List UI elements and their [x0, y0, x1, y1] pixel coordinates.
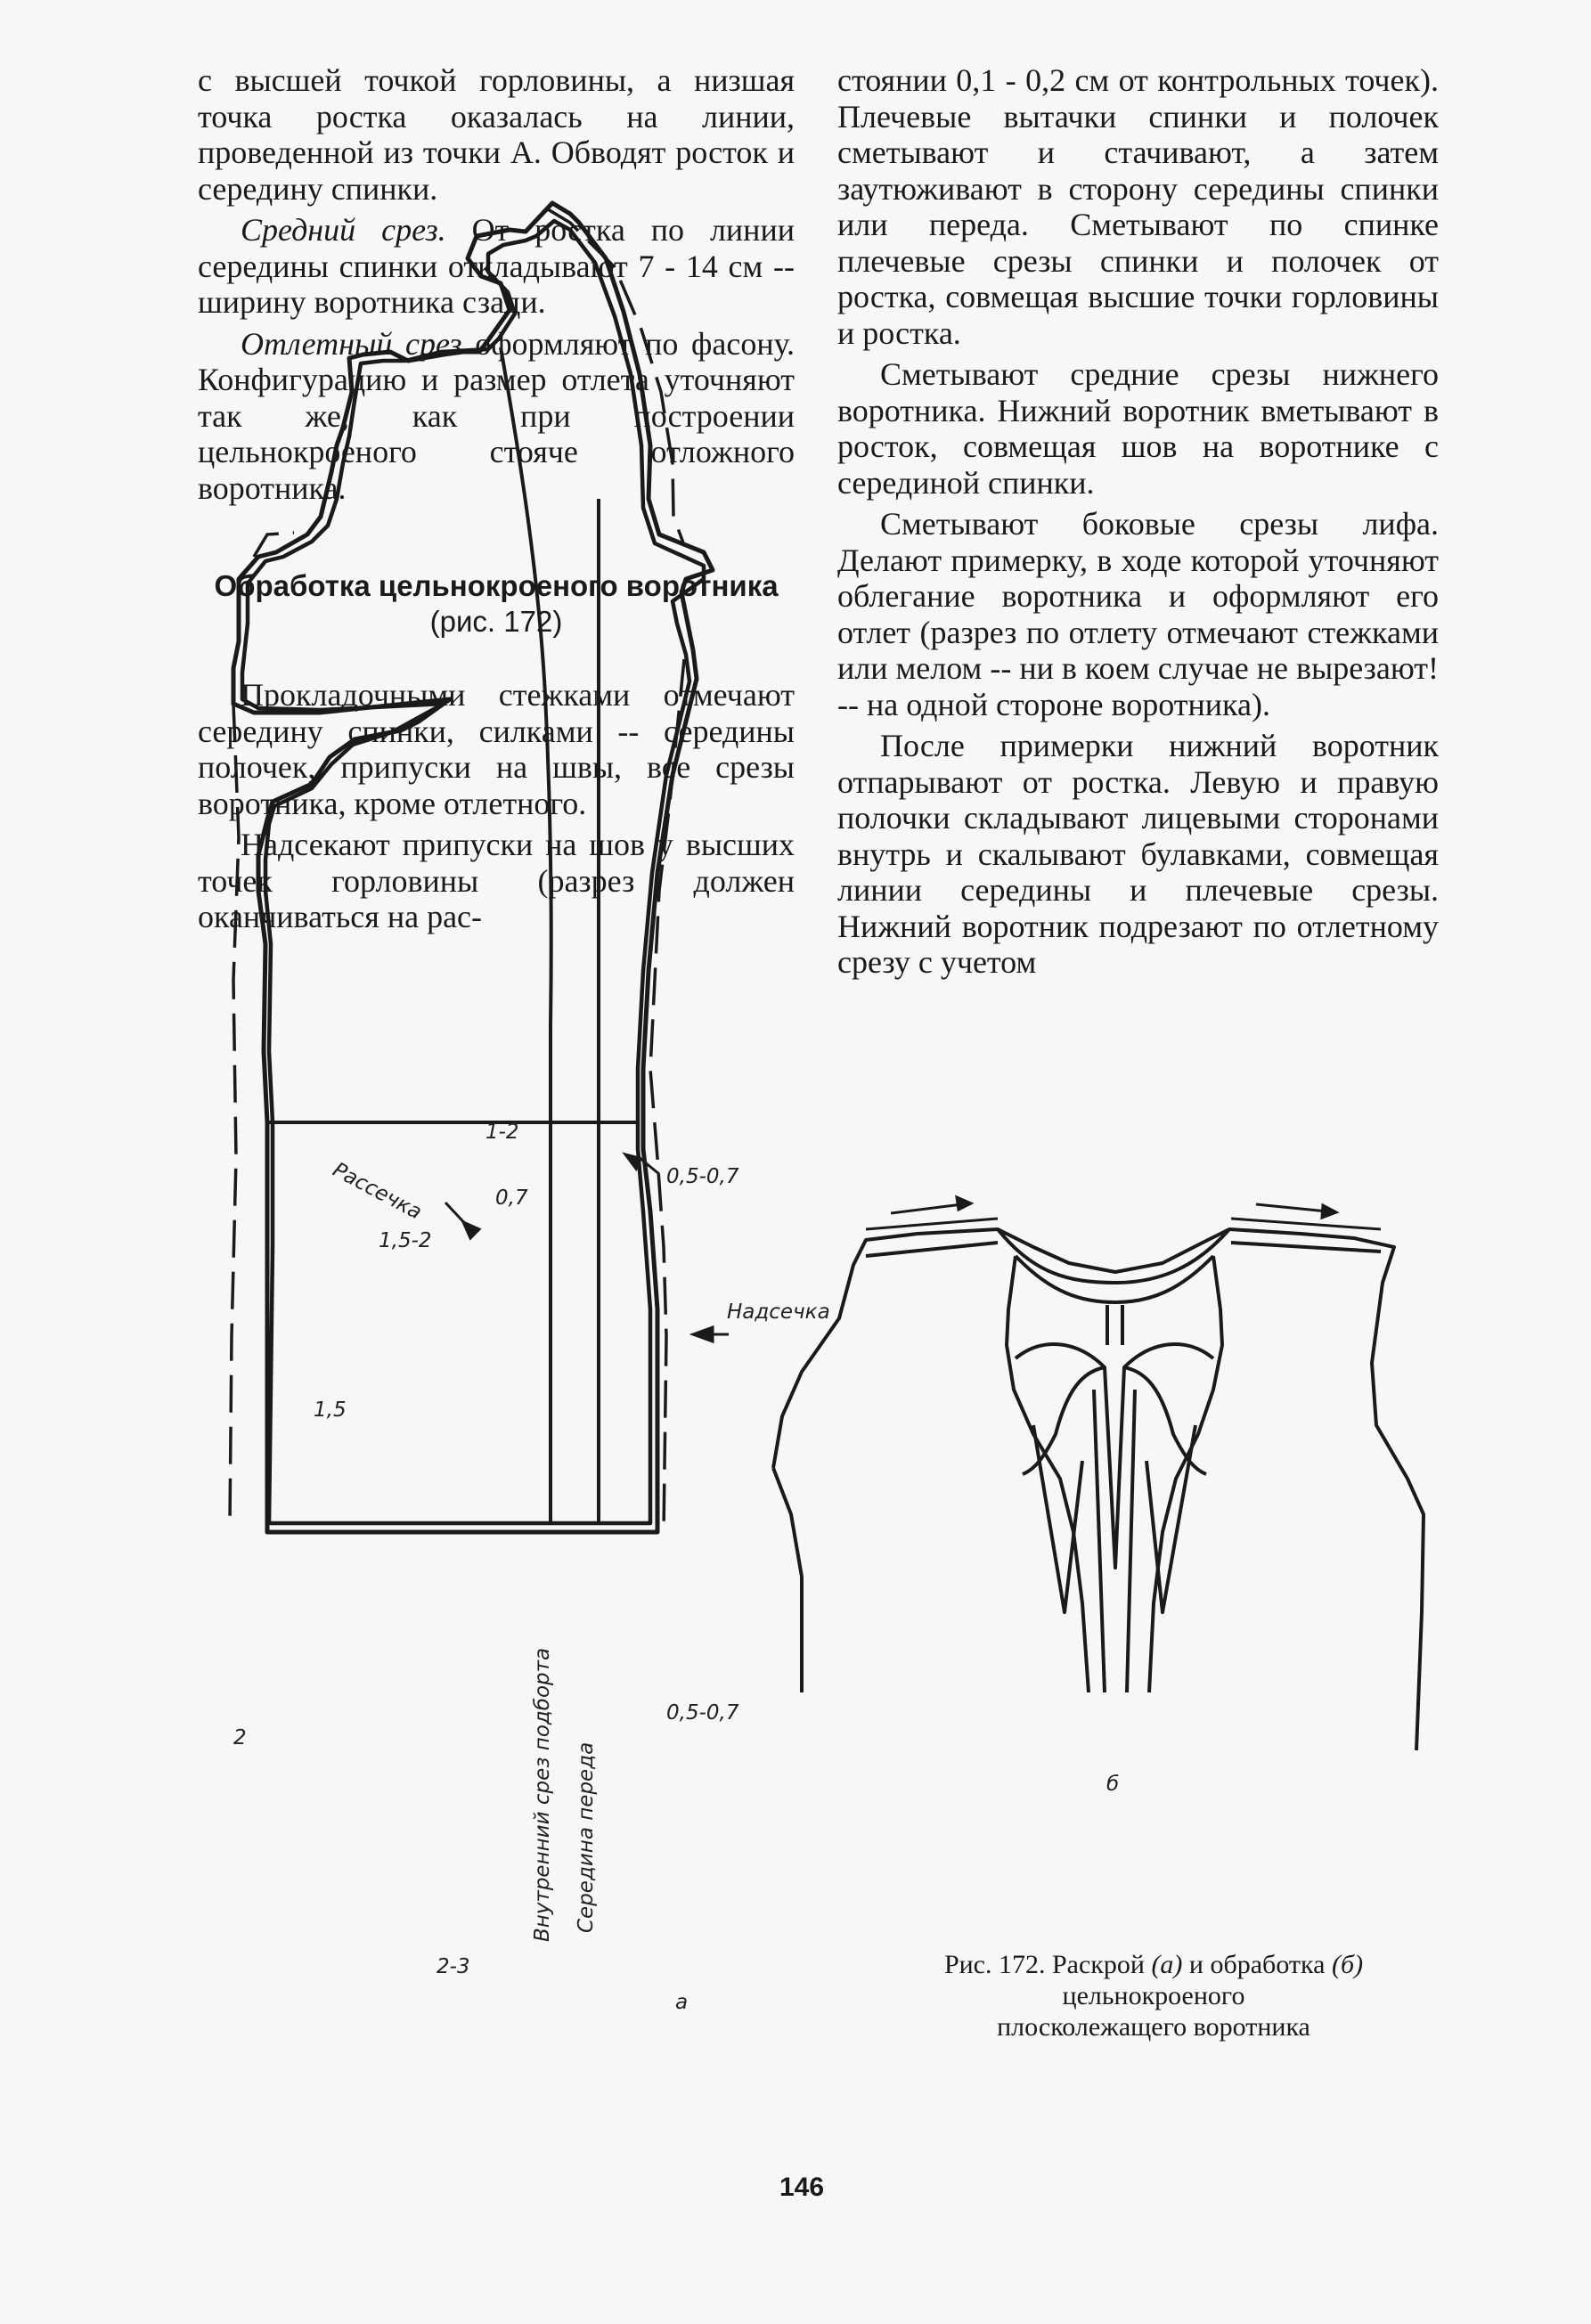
pattern-a	[233, 203, 713, 1532]
garment-b-lapel-right	[1124, 1344, 1213, 1474]
caption-text: Рис. 172. Раскрой	[943, 1950, 1152, 1979]
caption-line-1	[806, 1949, 1501, 1980]
paragraph: Сметывают боковые срезы лифа. Делают примерку, в ходе которой уточняют облегание воротника и оформляют его отлет (разрез по отлету отмечают стежками или мелом -- ни в коем случае не вырезают! -- на одной стороне воротника).	[837, 506, 1439, 722]
caption-text: и обработка	[1182, 1950, 1332, 1979]
garment-b-center-dart	[1105, 1367, 1124, 1568]
paragraph-text: От ростка по линии середины спинки откладывают 7 - 14 см -- ширину воротника сзади.	[198, 212, 795, 320]
section-heading-text: Обработка цельнокроеного воротника	[214, 569, 779, 602]
label-rassechka: Рассечка	[329, 1158, 426, 1225]
garment-b-left-shoulder-double	[866, 1219, 998, 1229]
label-nadsechka: Надсечка	[727, 1301, 830, 1324]
garment-b-lapel-left	[1016, 1344, 1105, 1474]
caption-ref-a: (а)	[1151, 1950, 1183, 1979]
paragraph: Сметывают средние срезы нижнего воротника. Нижний воротник вметывают в росток, совмещая шов на воротнике с серединой спинки.	[837, 356, 1439, 501]
pattern-a-dashed-contour	[230, 209, 684, 1532]
term-flyaway-cut: Отлетный срез	[241, 325, 462, 362]
figure-reference: (рис. 172)	[429, 605, 563, 638]
label-inner-cut: Внутренний срез подборта	[531, 1647, 554, 1942]
pattern-a-shape	[207, 200, 726, 1550]
paragraph: Прокладочными стежками отмечают середину спинки, силками -- середины полочек, припуски на швы, все срезы воротника, кроме отлетного.	[198, 677, 795, 821]
pattern-a-cut-line	[233, 203, 713, 1532]
label-fig-a: а	[675, 1991, 689, 2014]
label-0-5-0-7-side: 0,5-0,7	[666, 1701, 739, 1725]
caption-ref-b: (б)	[1331, 1950, 1364, 1979]
dashed-left-edge	[230, 704, 239, 1523]
rassechka-arrow-line	[445, 1203, 470, 1229]
figure-caption	[806, 1949, 1501, 2043]
garment-b-shoulder-seam-right	[1231, 1243, 1381, 1252]
pattern-a-solid-outline	[242, 221, 704, 1523]
nadsechka-arrowhead	[693, 1327, 713, 1341]
term-middle-cut: Средний срез.	[241, 212, 446, 248]
pattern-b-arrows	[891, 1197, 1336, 1218]
label-2-3: 2-3	[437, 1955, 470, 1978]
pattern-a-labels	[233, 1121, 830, 2014]
paragraph: стоянии 0,1 - 0,2 см от контрольных точек). Плечевые вытачки спинки и полочек сметывают и стачивают, а затем заутюживают в сторону середины спинки или переда. Сметывают по спинке плечевые срезы спинки и полочек от ростка, совмещая высшие точки горловины и ростка.	[837, 62, 1439, 351]
label-0-5-0-7-top: 0,5-0,7	[666, 1165, 739, 1188]
garment-b-collar-inner	[1016, 1256, 1213, 1302]
garment-b-left-dart	[1033, 1425, 1082, 1612]
inner-facing-cut-line	[501, 347, 551, 1523]
garment-b-shoulder-seam-left	[866, 1243, 998, 1256]
dashed-right-edge	[548, 209, 684, 545]
right-shoulder-arrowhead	[1322, 1205, 1336, 1218]
left-shoulder-arrowhead	[957, 1197, 971, 1210]
paragraph: Надсекают припуски на шов у высших точек горловины (разрез должен оканчиваться на рас-	[198, 827, 795, 934]
garment-b-inner-right	[1127, 1390, 1135, 1692]
top-arrowhead	[625, 1154, 640, 1169]
label-1-2: 1-2	[485, 1121, 519, 1144]
label-0-7: 0,7	[495, 1186, 528, 1210]
garment-b-left-side	[773, 1468, 802, 1692]
label-center-front: Середина переда	[575, 1741, 598, 1933]
pattern-b-edge-stitch	[866, 1219, 1381, 1229]
right-shoulder-arrow-line	[1256, 1204, 1327, 1211]
paragraph-text: оформляют по фасону. Конфигурацию и размер отлета уточняют так же, как при построении цельнокроеного стояче отложного воротника.	[198, 325, 795, 506]
label-1-5: 1,5	[314, 1398, 347, 1422]
paragraph: После примерки нижний воротник отпарывают от ростка. Левую и правую полочки складывают лицевыми сторонами внутрь и скалывают булавками, совмещая линии середины и плечевые срезы. Нижний воротник подрезают по отлетному срезу с учетом	[837, 728, 1439, 980]
pattern-b	[773, 1229, 1424, 1750]
garment-b-right-shoulder-double	[1231, 1219, 1381, 1229]
garment-b-left-front-edge	[1007, 1256, 1089, 1692]
caption-line-2: цельнокроеного	[1062, 1981, 1245, 2010]
page-number: 146	[779, 2173, 825, 2202]
paragraph: с высшей точкой горловины, а низшая точка ростка оказалась на линии, проведенной из точки А. Обводят росток и середину спинки.	[198, 62, 795, 207]
top-arrow-line	[640, 1158, 659, 1174]
caption-line-3: плосколежащего воротника	[997, 2012, 1310, 2042]
garment-b-inner-left	[1094, 1390, 1105, 1692]
label-1-5-2: 1,5-2	[379, 1229, 432, 1252]
label-2: 2	[233, 1726, 247, 1749]
label-fig-b: б	[1106, 1773, 1120, 1796]
left-shoulder-arrow-line	[891, 1204, 962, 1213]
